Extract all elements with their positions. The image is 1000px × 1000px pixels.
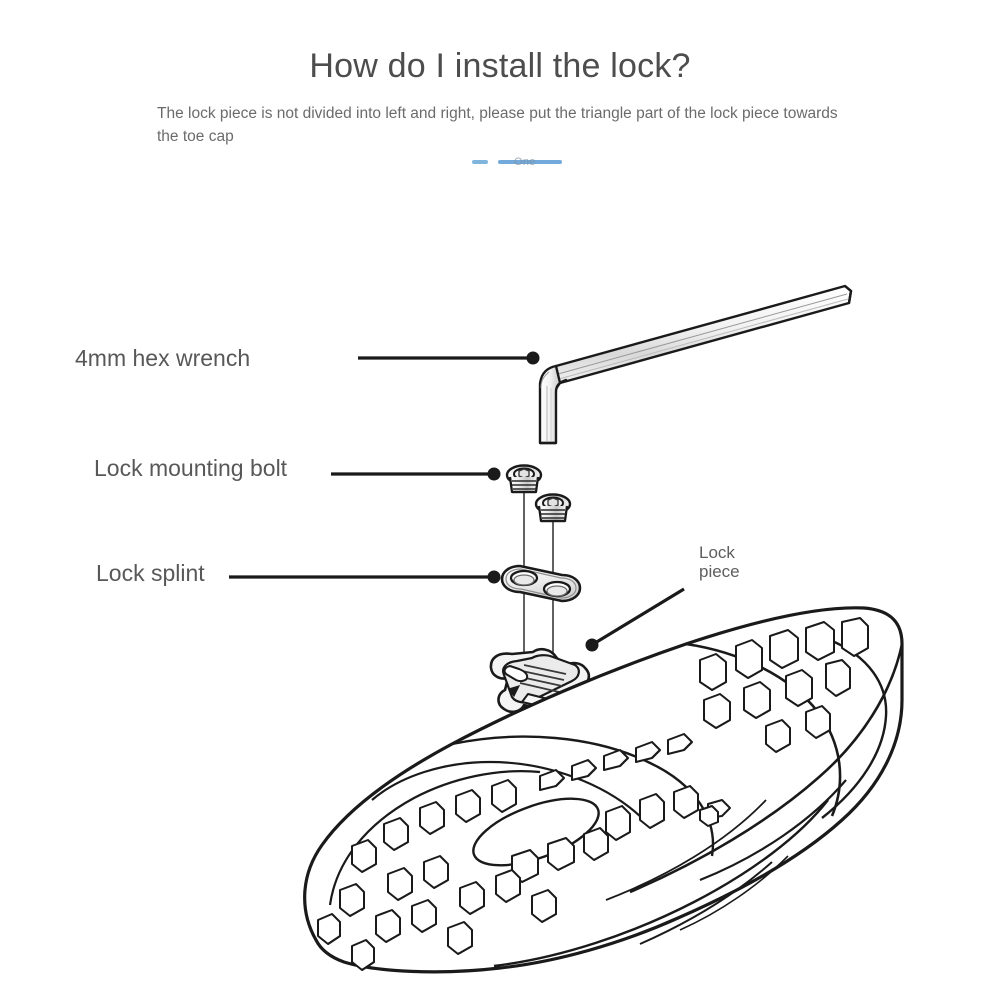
lock-mounting-bolt-left [507,466,541,493]
lock-splint-illustration [502,566,580,601]
leader-lines [229,352,684,652]
callout-label-lock-piece: Lock piece [699,543,740,581]
callout-label-lock-splint: Lock splint [96,560,205,586]
page-subtitle: The lock piece is not divided into left and right, please put the triangle part of the lock piece towards the toe cap [157,104,838,145]
hex-wrench-illustration [540,286,851,443]
callout-label-lock-mounting-bolt: Lock mounting bolt [94,455,288,481]
lock-mounting-bolt-right [536,495,570,522]
callout-label-hex-wrench: 4mm hex wrench [75,345,251,371]
shoe-sole-illustration [305,608,902,1000]
divider-label: One [514,156,536,168]
page-title: How do I install the lock? [309,46,691,85]
